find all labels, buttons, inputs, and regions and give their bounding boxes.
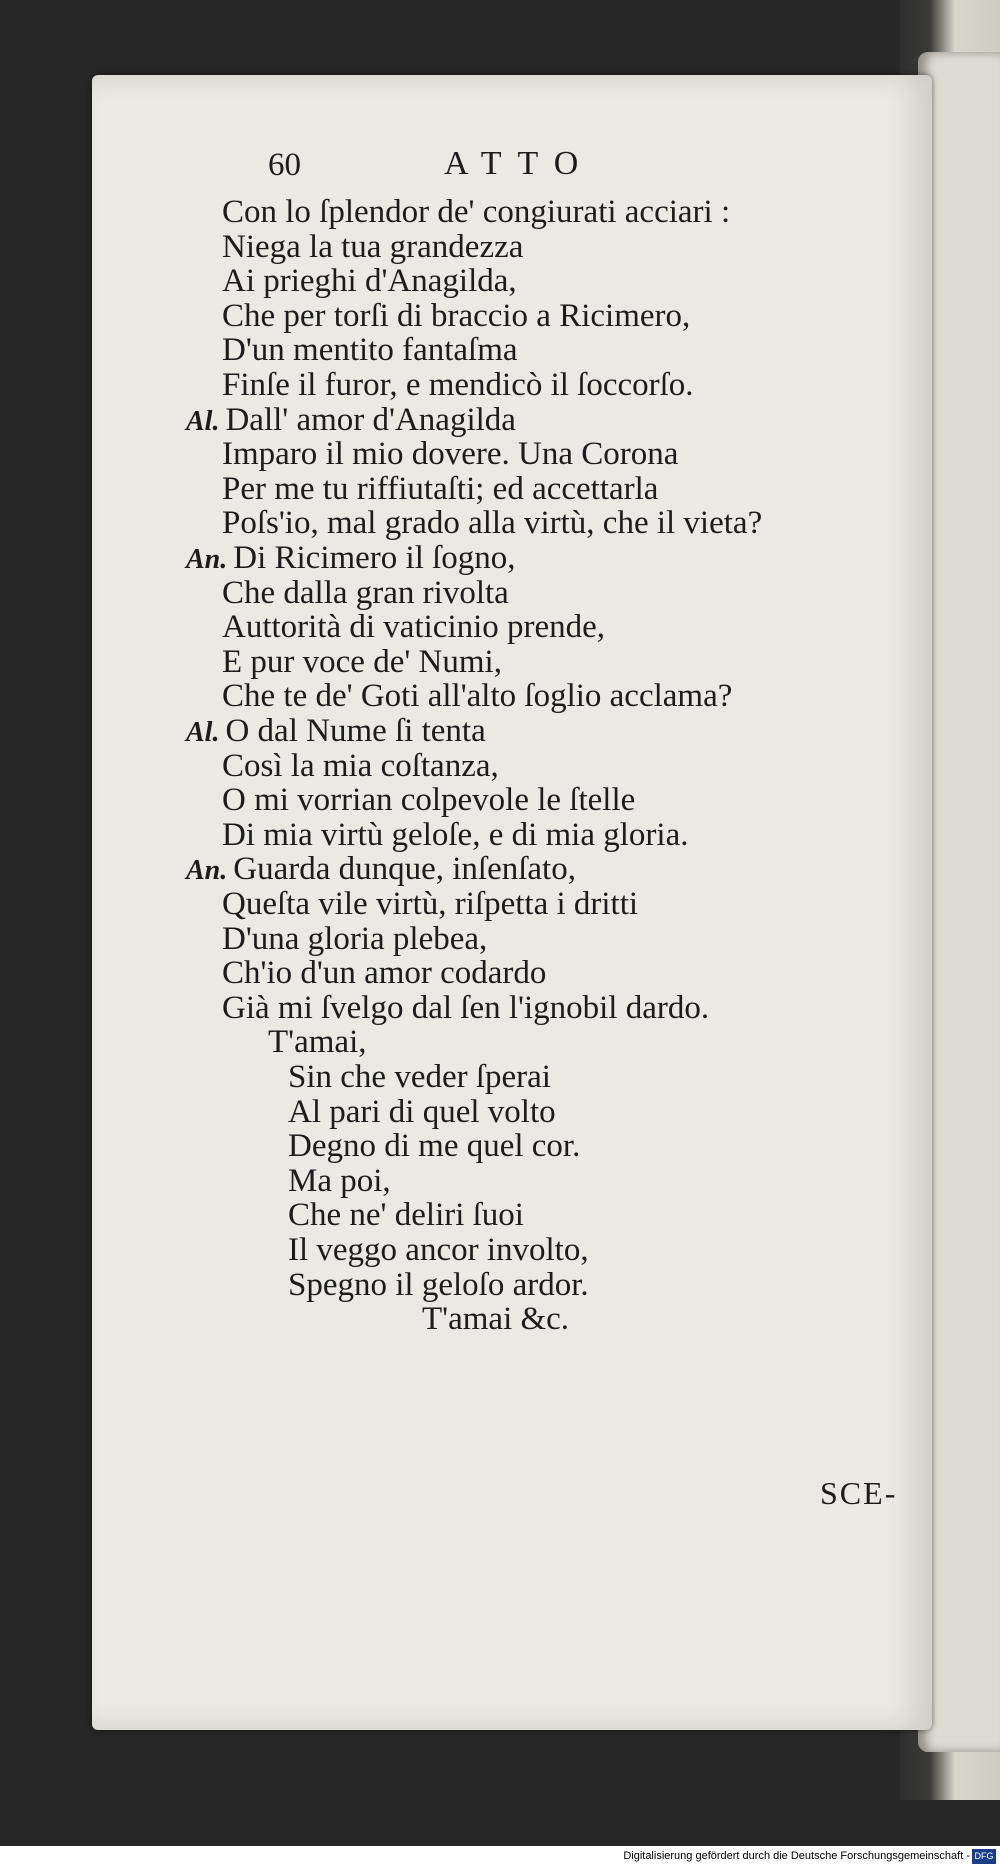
verse-text: Che per torſi di braccio a Ricimero,: [222, 297, 691, 334]
verse-text: Di mia virtù geloſe, e di mia gloria.: [222, 816, 689, 853]
verse-text: Con lo ſplendor de' congiurati acciari :: [222, 194, 731, 230]
verse-text: Auttorità di vaticinio prende,: [222, 609, 606, 646]
verse-text: Niega la tua grandezza: [222, 228, 524, 265]
verse-text: T'amai &c.: [422, 1301, 570, 1338]
verse-text: Poſs'io, mal grado alla virtù, che il vieta?: [222, 505, 763, 542]
verse-text: D'un mentito fantaſma: [222, 332, 518, 369]
running-head: ATTO: [444, 145, 595, 182]
verse-text: Al pari di quel volto: [288, 1093, 556, 1130]
book-page: [92, 75, 932, 1730]
verse-text: Degno di me quel cor.: [288, 1128, 581, 1165]
verse-text: Finſe il furor, e mendicò il ſoccorſo.: [222, 367, 694, 403]
verse-text: O dal Nume ſi tenta: [225, 713, 486, 749]
verse-text: Ma poi,: [288, 1162, 391, 1199]
verse-text: Ai prieghi d'Anagilda,: [222, 263, 517, 300]
verse-text: E pur voce de' Numi,: [222, 643, 502, 680]
verse-text: Che ne' deliri ſuoi: [288, 1197, 524, 1234]
verse-text: Così la mia coſtanza,: [222, 747, 499, 784]
verse-text: Il veggo ancor involto,: [288, 1232, 589, 1268]
verse-text: Guarda dunque, inſenſato,: [233, 851, 576, 888]
speaker-label: Al.: [186, 405, 220, 437]
dfg-logo-icon: DFG: [972, 1849, 996, 1864]
verse-text: Sin che veder ſperai: [288, 1059, 551, 1095]
speaker-label: An.: [186, 855, 228, 887]
verse-text: Che te de' Goti all'alto ſoglio acclama?: [222, 678, 733, 715]
verse-text: Già mi ſvelgo dal ſen l'ignobil dardo.: [222, 989, 710, 1026]
verse-text: O mi vorrian colpevole le ſtelle: [222, 782, 636, 819]
verse-text: Ch'io d'un amor codardo: [222, 955, 547, 992]
verse-text: Spegno il geloſo ardor.: [288, 1266, 589, 1303]
verse-text: Queſta vile virtù, riſpetta i dritti: [222, 886, 639, 922]
verse-text: T'amai,: [268, 1024, 367, 1061]
catchword: SCE-: [820, 1475, 898, 1511]
verse-text: Dall' amor d'Anagilda: [225, 401, 516, 438]
footer-credit: Digitalisierung gefördert durch die Deutsche Forschungsgemeinschaft -: [623, 1850, 970, 1862]
page-number: 60: [268, 147, 301, 183]
speaker-label: Al.: [186, 717, 220, 748]
verse-text: Per me tu riffiutaſti; ed accettarla: [222, 470, 659, 507]
verse-text: Imparo il mio dovere. Una Corona: [222, 436, 679, 473]
verse-line: [422, 1299, 569, 1339]
verse-text: Che dalla gran rivolta: [222, 574, 509, 611]
page-text: [92, 75, 932, 1730]
verse-text: Di Ricimero il ſogno,: [233, 540, 516, 576]
verse-text: D'una gloria plebea,: [222, 920, 488, 957]
speaker-label: An.: [186, 544, 228, 575]
